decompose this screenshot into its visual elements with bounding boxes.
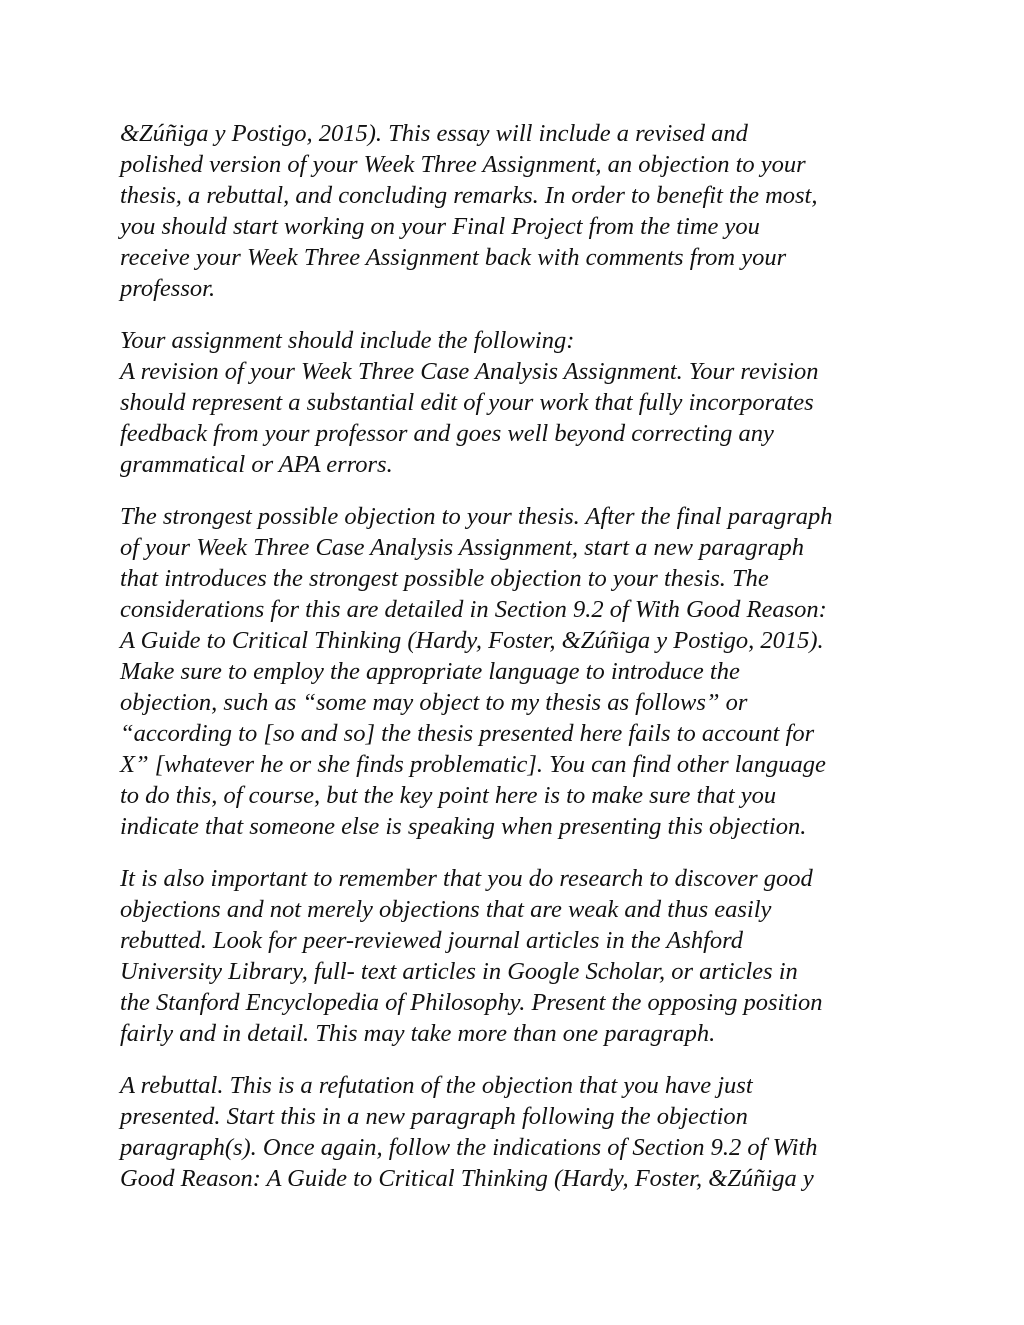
text-line: A Guide to Critical Thinking (Hardy, Foster, &Zúñiga y Postigo, 2015). xyxy=(120,627,824,654)
paragraph-requirements xyxy=(120,325,920,480)
text-line: should represent a substantial edit of your work that fully incorporates xyxy=(120,389,814,416)
text-line: receive your Week Three Assignment back with comments from your xyxy=(120,244,787,271)
text-line: &Zúñiga y Postigo, 2015). This essay will include a revised and xyxy=(120,120,748,147)
text-line: objection, such as “some may object to my thesis as follows” or xyxy=(120,689,748,716)
text-line: “according to [so and so] the thesis presented here fails to account for xyxy=(120,720,815,747)
text-line: objections and not merely objections that are weak and thus easily xyxy=(120,896,772,923)
text-line: to do this, of course, but the key point here is to make sure that you xyxy=(120,782,777,809)
text-line: professor. xyxy=(120,275,216,302)
text-line: feedback from your professor and goes well beyond correcting any xyxy=(120,420,774,447)
text-line: A rebuttal. This is a refutation of the objection that you have just xyxy=(120,1072,753,1099)
paragraph-intro xyxy=(120,118,920,304)
text-line: indicate that someone else is speaking when presenting this objection. xyxy=(120,813,807,840)
text-line: thesis, a rebuttal, and concluding remarks. In order to benefit the most, xyxy=(120,182,818,209)
text-line: It is also important to remember that you do research to discover good xyxy=(120,865,813,892)
text-line: A revision of your Week Three Case Analysis Assignment. Your revision xyxy=(120,358,819,385)
text-line: grammatical or APA errors. xyxy=(120,451,393,478)
text-line: polished version of your Week Three Assignment, an objection to your xyxy=(120,151,806,178)
paragraph-objection xyxy=(120,501,920,842)
text-line: Good Reason: A Guide to Critical Thinking (Hardy, Foster, &Zúñiga y xyxy=(120,1165,814,1192)
text-line: Your assignment should include the following: xyxy=(120,327,575,354)
text-line: that introduces the strongest possible objection to your thesis. The xyxy=(120,565,769,592)
paragraph-research xyxy=(120,863,920,1049)
text-line: University Library, full- text articles in Google Scholar, or articles in xyxy=(120,958,798,985)
text-line: the Stanford Encyclopedia of Philosophy. Present the opposing position xyxy=(120,989,823,1016)
text-line: paragraph(s). Once again, follow the indications of Section 9.2 of With xyxy=(120,1134,818,1161)
text-line: Make sure to employ the appropriate language to introduce the xyxy=(120,658,740,685)
text-line: The strongest possible objection to your thesis. After the final paragraph xyxy=(120,503,833,530)
text-line: presented. Start this in a new paragraph following the objection xyxy=(120,1103,748,1130)
paragraph-rebuttal xyxy=(120,1070,920,1194)
text-line: considerations for this are detailed in Section 9.2 of With Good Reason: xyxy=(120,596,827,623)
text-line: you should start working on your Final Project from the time you xyxy=(120,213,760,240)
text-line: of your Week Three Case Analysis Assignment, start a new paragraph xyxy=(120,534,804,561)
text-line: fairly and in detail. This may take more than one paragraph. xyxy=(120,1020,716,1047)
text-line: rebutted. Look for peer-reviewed journal articles in the Ashford xyxy=(120,927,744,954)
document-page xyxy=(120,118,920,1215)
text-line: X” [whatever he or she finds problematic]. You can find other language xyxy=(120,751,826,778)
